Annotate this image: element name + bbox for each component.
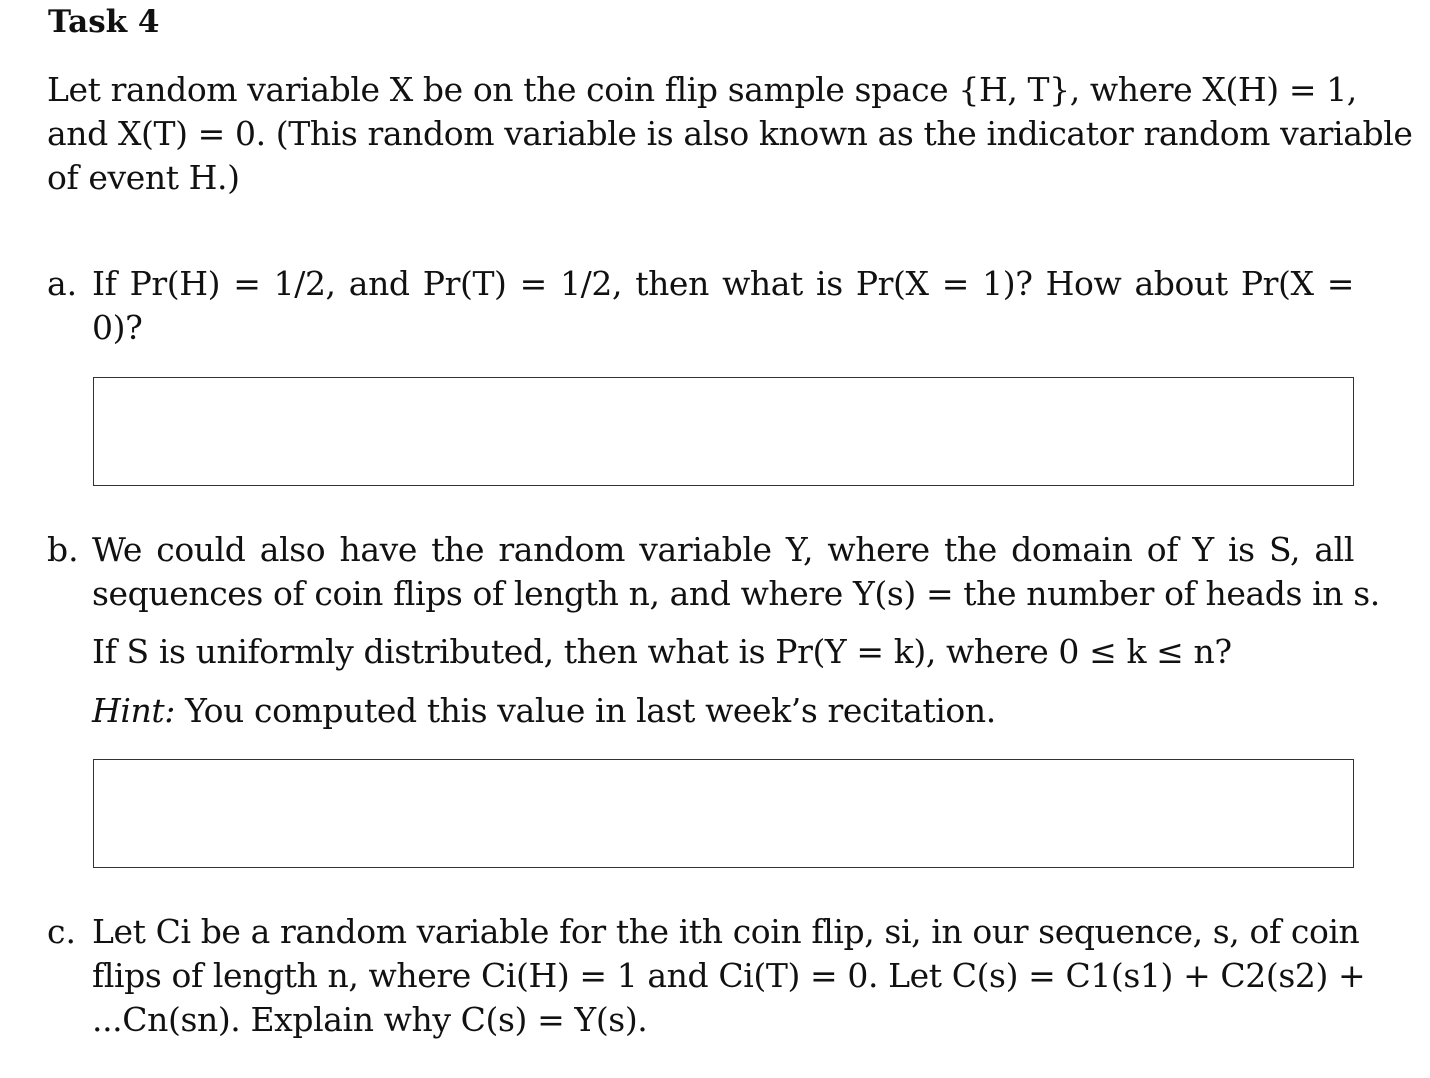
- part-a-line-2: 0)?: [92, 308, 143, 347]
- answer-box-a[interactable]: [93, 377, 1354, 486]
- part-a-line-1: If Pr(H) = 1/2, and Pr(T) = 1/2, then what is Pr(X = 1)? How about Pr(X =: [92, 264, 1354, 303]
- task-intro: [47, 68, 1413, 200]
- hint-label: Hint:: [92, 691, 175, 730]
- part-b-line-2: sequences of coin flips of length n, and where Y(s) = the number of heads in s.: [92, 574, 1380, 613]
- part-a-question: [92, 262, 1354, 350]
- part-b-line-1: We could also have the random variable Y, where the domain of Y is S, all: [92, 530, 1354, 569]
- part-b-hint: [92, 689, 1354, 733]
- part-a-marker: a.: [47, 264, 78, 303]
- part-b-marker: b.: [47, 530, 79, 569]
- part-b-question: [92, 528, 1380, 616]
- intro-line-1: Let random variable X be on the coin flip sample space {H, T}, where X(H) = 1,: [47, 70, 1357, 109]
- intro-line-3: of event H.): [47, 158, 240, 197]
- part-c-question: [92, 910, 1366, 1042]
- part-c-line-3: ...Cn(sn). Explain why C(s) = Y(s).: [92, 1000, 648, 1039]
- part-c-marker: c.: [47, 912, 76, 951]
- hint-text: You computed this value in last week’s recitation.: [185, 691, 996, 730]
- part-c-line-2: flips of length n, where Ci(H) = 1 and Ci(T) = 0. Let C(s) = C1(s1) + C2(s2) +: [92, 956, 1366, 995]
- answer-box-b[interactable]: [93, 759, 1354, 868]
- part-b-extra: If S is uniformly distributed, then what is Pr(Y = k), where 0 ≤ k ≤ n?: [92, 632, 1232, 671]
- part-c-line-1: Let Ci be a random variable for the ith coin flip, si, in our sequence, s, of coin: [92, 912, 1360, 951]
- task-title: Task 4: [48, 4, 160, 40]
- intro-line-2: and X(T) = 0. (This random variable is also known as the indicator random variable: [47, 114, 1413, 153]
- part-b-followup: [92, 630, 1354, 674]
